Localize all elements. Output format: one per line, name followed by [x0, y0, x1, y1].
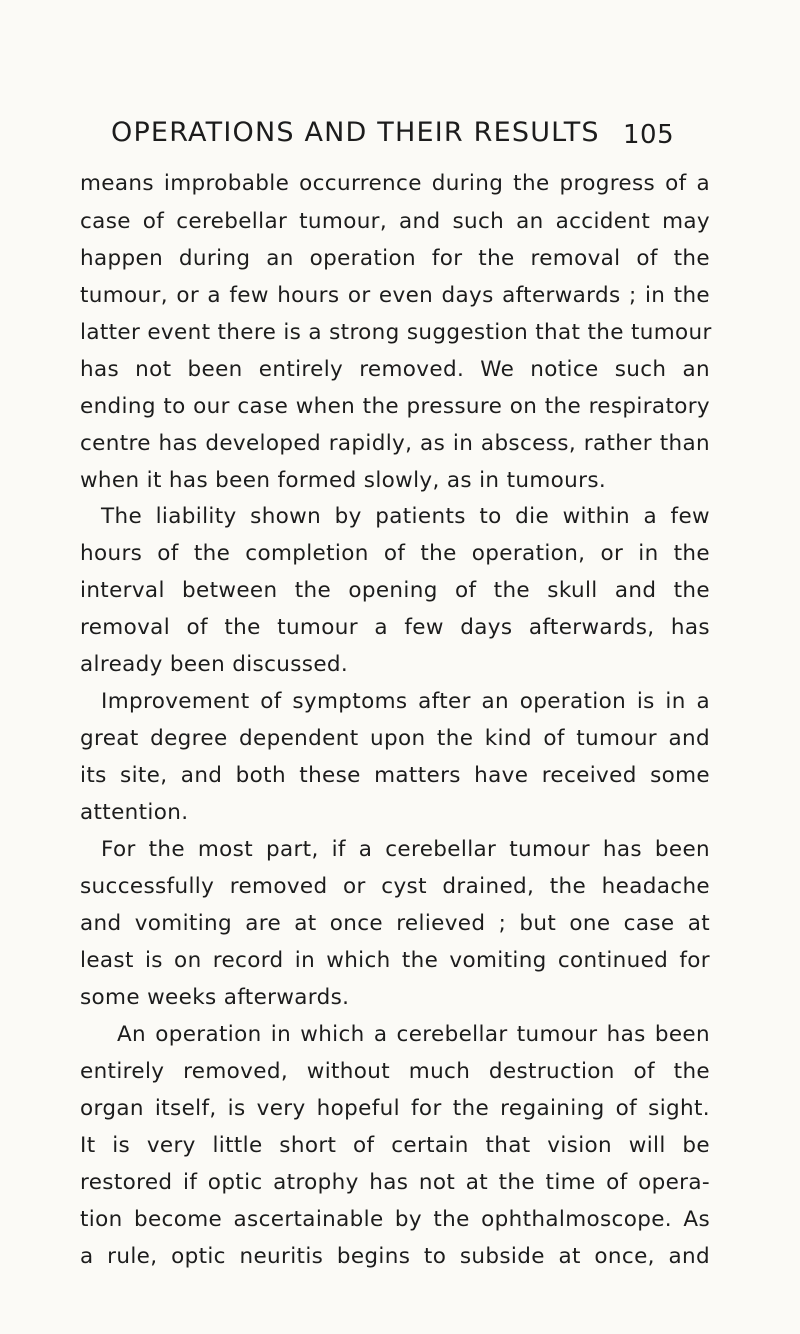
text-line: a rule, optic neuritis begins to subside at once, and	[80, 1244, 710, 1269]
text-line: tumour, or a few hours or even days afterwards ; in the	[80, 283, 710, 308]
text-line: restored if optic atrophy has not at the time of opera-	[80, 1170, 710, 1195]
text-line: entirely removed, without much destruction of the	[80, 1059, 710, 1084]
text-line: interval between the opening of the skull and the	[80, 578, 710, 603]
text-line: It is very little short of certain that vision will be	[80, 1133, 710, 1158]
text-line: The liability shown by patients to die within a few	[101, 504, 710, 529]
text-line: when it has been formed slowly, as in tumours.	[80, 468, 607, 493]
text-line: tion become ascertainable by the ophthalmoscope. As	[80, 1207, 710, 1232]
text-line: has not been entirely removed. We notice such an	[80, 357, 710, 382]
text-line: ending to our case when the pressure on the respiratory	[80, 394, 710, 419]
text-line: Improvement of symptoms after an operation is in a	[101, 689, 710, 714]
text-line: hours of the completion of the operation, or in the	[80, 541, 710, 566]
page-number: 105	[623, 120, 675, 150]
text-line: least is on record in which the vomiting continued for	[80, 948, 710, 973]
text-line: already been discussed.	[80, 652, 349, 677]
text-line: An operation in which a cerebellar tumour has been	[117, 1022, 710, 1047]
text-line: means improbable occurrence during the progress of a	[80, 171, 710, 196]
running-head	[111, 113, 711, 153]
text-line: For the most part, if a cerebellar tumour has been	[101, 837, 710, 862]
text-line: attention.	[80, 800, 189, 825]
text-line: centre has developed rapidly, as in abscess, rather than	[80, 431, 710, 456]
text-line: removal of the tumour a few days afterwards, has	[80, 615, 710, 640]
text-line: case of cerebellar tumour, and such an accident may	[80, 209, 710, 234]
text-line: some weeks afterwards.	[80, 985, 350, 1010]
text-line: and vomiting are at once relieved ; but one case at	[80, 911, 710, 936]
text-line: organ itself, is very hopeful for the regaining of sight.	[80, 1096, 710, 1121]
text-line: great degree dependent upon the kind of tumour and	[80, 726, 710, 751]
text-line: successfully removed or cyst drained, the headache	[80, 874, 710, 899]
text-line: happen during an operation for the removal of the	[80, 246, 710, 271]
text-line: its site, and both these matters have received some	[80, 763, 710, 788]
text-line: latter event there is a strong suggestion that the tumour	[80, 320, 712, 345]
running-title: OPERATIONS AND THEIR RESULTS	[111, 117, 600, 148]
